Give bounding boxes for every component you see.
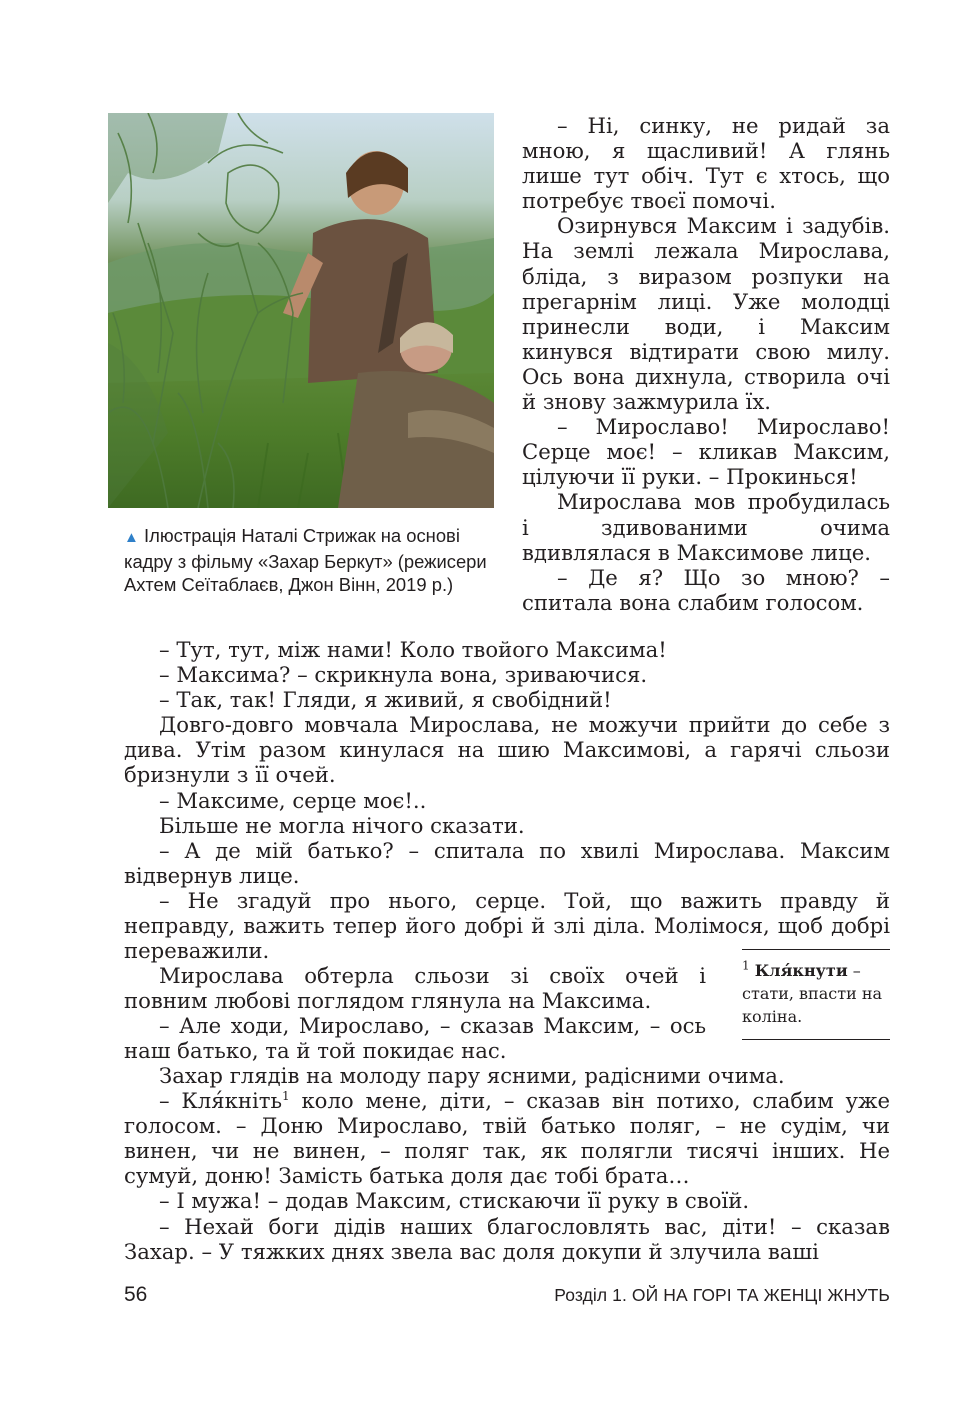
triangle-up-icon: ▲ — [124, 529, 139, 546]
paragraph: – Максима? – скрикнула вона, зриваючися. — [159, 662, 648, 688]
paragraph: – Не згадуй про нього, серце. Той, що важить правду й неправду, важить тепер його добрі й злі діла. Молімося, щоб добрі переважили. — [124, 887, 890, 964]
footnote-ref: 1 — [282, 1089, 290, 1104]
footnote — [742, 949, 890, 1040]
figure-caption — [124, 524, 504, 597]
footnote-term: Кля́кнути — [754, 961, 848, 980]
section-title: Розділ 1. ОЙ НА ГОРІ ТА ЖЕНЦІ ЖНУТЬ — [554, 1285, 890, 1305]
paragraph: Мирослава обтерла сльози зі своїх очей і повним любові поглядом глянула на Максима. — [124, 963, 706, 1014]
paragraph: Довго-довго мовчала Мирослава, не можучи прийти до себе з дива. Утім разом кинулася на шию Максимові, а гарячі сльози бризнули з її очей. — [124, 712, 890, 788]
paragraph: Мирослава мов пробудилась і здивованими очима вдивлялася в Максимове лице. — [522, 489, 890, 565]
paragraph: Озирнувся Максим і задубів. На землі лежала Мирослава, бліда, з виразом розпуки на прегарнім лиці. Уже молодці принесли води, і Максим кинувся відтирати свою милу. Ось вона дихнула, створила очі й знову зажмурила їх. — [522, 213, 890, 415]
paragraph: – Ні, синку, не ридай за мною, я щасливий! А глянь лише тут обіч. Тут є хтось, що потребує твоєї помочі. — [522, 113, 890, 214]
paragraph: – І мужа! – додав Максим, стискаючи її руку в своїй. — [159, 1188, 750, 1214]
paragraph: Більше не могла нічого сказати. — [159, 812, 525, 838]
full-width-text-2 — [124, 1063, 890, 1264]
footnote-mark: 1 — [742, 958, 750, 973]
text-span: – Кля́кніть — [159, 1088, 283, 1114]
narrow-text — [124, 963, 706, 1063]
footnote-definition: – стати, впасти на коліна. — [742, 961, 883, 1026]
text-span: коло мене, діти, – сказав він потихо, слабим уже голосом. – Доню Мирославо, твій батько поляг, – не судім, чи винен, чи не винен, – поляг так, як полягли тисячі інших. Не сумуй, доню! Замість батька доля дає тобі брата… — [124, 1088, 891, 1189]
illustration-drawing — [108, 113, 494, 508]
full-width-text-1 — [124, 637, 890, 963]
paragraph: – А де мій батько? – спитала по хвилі Мирослава. Максим відвернув лице. — [124, 837, 890, 888]
page-number: 56 — [124, 1283, 148, 1306]
film-still-illustration — [108, 113, 494, 508]
paragraph: – Але ходи, Мирославо, – сказав Максим, – ось наш батько, та й той покидає нас. — [124, 1013, 706, 1064]
paragraph: – Де я? Що зо мною? – спитала вона слабим голосом. — [522, 564, 890, 615]
paragraph: – Нехай боги дідів наших благословлять вас, діти! – сказав Захар. – У тяжких днях звела вас доля докупи й злучила ваші — [124, 1213, 890, 1264]
paragraph: – Тут, тут, між нами! Коло твойого Максима! — [159, 637, 667, 662]
paragraph — [124, 1088, 890, 1188]
caption-text: Ілюстрація Наталі Стрижак на основі кадру з фільму «Захар Беркут» (режисери Ахтем Сеїтаблаєв, Джон Вінн, 2019 р.) — [124, 525, 487, 595]
paragraph: – Так, так! Гляди, я живий, я свобідний! — [159, 687, 612, 713]
paragraph: – Максиме, серце моє!.. — [159, 787, 427, 813]
paragraph: Захар глядів на молоду пару ясними, радісними очима. — [159, 1063, 785, 1088]
right-column-text — [522, 113, 890, 615]
paragraph: – Мирославо! Мирославо! Серце моє! – кликав Максим, цілуючи її руки. – Прокинься! — [522, 414, 890, 490]
